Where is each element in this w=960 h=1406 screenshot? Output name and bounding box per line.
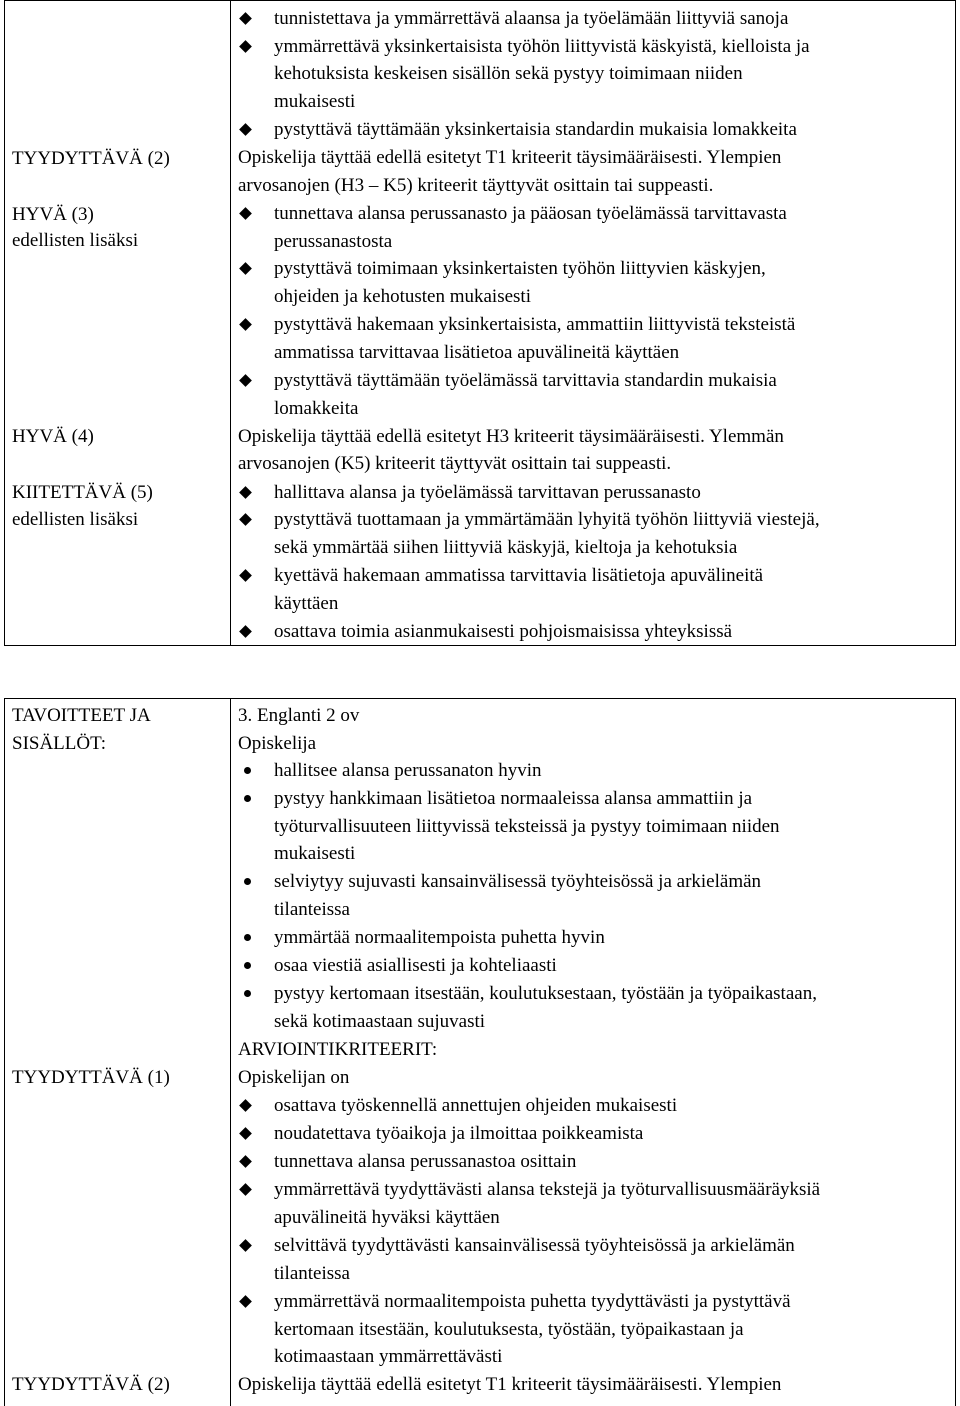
criteria-line: pystyttävä toimimaan yksinkertaisten työhön liittyvien käskyjen, [274,258,766,279]
criteria-line: osattava toimia asianmukaisesti pohjoismaisissa yhteyksissä [274,621,733,642]
grade-label-tyydyttava-2: TYYDYTTÄVÄ (2) [12,1374,170,1395]
criteria-line: tilanteissa [274,1263,350,1284]
column-divider [230,1,231,645]
grade-label-tyydyttava-1: TYYDYTTÄVÄ (1) [12,1067,170,1088]
criteria-line: sekä ymmärtää siihen liittyviä käskyjä, kieltoja ja kehotuksia [274,537,738,558]
criteria-intro-line: Opiskelija täyttää edellä esitetyt T1 kriteerit täysimääräisesti. Ylempien [238,147,782,168]
goal-line: tilanteissa [274,899,350,920]
grade-label-kiitettava-5-sub: edellisten lisäksi [12,509,139,530]
column-divider [230,699,231,1406]
criteria-line: pystyttävä täyttämään yksinkertaisia standardin mukaisia lomakkeita [274,119,797,140]
criteria-line: noudatettava työaikoja ja ilmoittaa poikkeamista [274,1123,644,1144]
criteria-line: perussanastosta [274,231,393,252]
criteria-intro-line: arvosanojen (H3 – K5) kriteerit täyttyvät osittain tai suppeasti. [238,175,714,196]
bullet-dot-icon [244,990,251,997]
course-title: 3. Englanti 2 ov [238,705,360,726]
criteria-line: pystyttävä täyttämään työelämässä tarvittavia standardin mukaisia [274,370,777,391]
bullet-dot-icon [244,878,251,885]
criteria-line: kotimaastaan ymmärrettävästi [274,1346,503,1367]
criteria-line: mukaisesti [274,91,356,112]
criteria-line: tunnettava alansa perussanastoa osittain [274,1151,577,1172]
criteria-line: pystyttävä hakemaan yksinkertaisista, ammattiin liittyvistä teksteistä [274,314,796,335]
grade-label-hyva-4: HYVÄ (4) [12,426,94,447]
criteria-line: pystyttävä tuottamaan ja ymmärtämään lyhyitä työhön liittyviä viestejä, [274,509,820,530]
goal-line: ymmärtää normaalitempoista puhetta hyvin [274,927,605,948]
criteria-line: apuvälineitä hyväksi käyttäen [274,1207,500,1228]
goal-line: osaa viestiä asiallisesti ja kohteliaasti [274,955,557,976]
goal-line: pystyy hankkimaan lisätietoa normaaleissa alansa ammattiin ja [274,788,753,809]
goal-line: pystyy kertomaan itsestään, koulutuksestaan, työstään ja työpaikastaan, [274,983,817,1004]
goal-line: työturvallisuuteen liittyvissä teksteissä ja pystyy toimimaan niiden [274,816,780,837]
grade-label-hyva-3: HYVÄ (3) [12,204,94,225]
criteria-intro-line: arvosanojen (K5) kriteerit täyttyvät osittain tai suppeasti. [238,453,672,474]
section-label-tavoitteet: TAVOITTEET JA [12,705,151,726]
criteria-line: kehotuksista keskeisen sisällön sekä pystyy toimimaan niiden [274,63,743,84]
criteria-line: tunnistettava ja ymmärrettävä alaansa ja työelämään liittyviä sanoja [274,8,789,29]
bullet-dot-icon [244,767,251,774]
criteria-line: kyettävä hakemaan ammatissa tarvittavia lisätietoja apuvälineitä [274,565,764,586]
criteria-line: osattava työskennellä annettujen ohjeiden mukaisesti [274,1095,678,1116]
section-label-tavoitteet-2: SISÄLLÖT: [12,733,107,754]
criteria-line: kertomaan itsestään, koulutuksesta, työstään, työpaikastaan ja [274,1319,744,1340]
bullet-dot-icon [244,934,251,941]
criteria-line: ymmärrettävä yksinkertaisista työhön liittyvistä käskyistä, kielloista ja [274,36,810,57]
criteria-line: ammatissa tarvittavaa lisätietoa apuvälineitä käyttäen [274,342,680,363]
criteria-line: ohjeiden ja kehotusten mukaisesti [274,286,531,307]
opiskelijan-on-label: Opiskelijan on [238,1067,350,1088]
grade-label-tyydyttava-2: TYYDYTTÄVÄ (2) [12,148,170,169]
opiskelija-label: Opiskelija [238,733,317,754]
criteria-line: lomakkeita [274,398,359,419]
criteria-intro-line: Opiskelija täyttää edellä esitetyt T1 kriteerit täysimääräisesti. Ylempien [238,1374,782,1395]
criteria-line: käyttäen [274,593,339,614]
goal-line: mukaisesti [274,843,356,864]
goal-line: hallitsee alansa perussanaton hyvin [274,760,542,781]
goal-line: sekä kotimaastaan sujuvasti [274,1011,486,1032]
criteria-line: ymmärrettävä normaalitempoista puhetta tyydyttävästi ja pystyttävä [274,1291,791,1312]
criteria-line: selvittävä tyydyttävästi kansainvälisessä työyhteisössä ja arkielämän [274,1235,795,1256]
criteria-line: ymmärrettävä tyydyttävästi alansa tekstejä ja työturvallisuusmääräyksiä [274,1179,821,1200]
goal-line: selviytyy sujuvasti kansainvälisessä työyhteisössä ja arkielämän [274,871,762,892]
grade-label-kiitettava-5: KIITETTÄVÄ (5) [12,482,153,503]
grade-label-hyva-3-sub: edellisten lisäksi [12,230,139,251]
criteria-line: hallittava alansa ja työelämässä tarvittavan perussanasto [274,482,701,503]
criteria-line: tunnettava alansa perussanasto ja pääosan työelämässä tarvittavasta [274,203,787,224]
bullet-dot-icon [244,962,251,969]
criteria-intro-line: Opiskelija täyttää edellä esitetyt H3 kriteerit täysimääräisesti. Ylemmän [238,426,784,447]
criteria-heading: ARVIOINTIKRITEERIT: [238,1039,438,1060]
bullet-dot-icon [244,795,251,802]
